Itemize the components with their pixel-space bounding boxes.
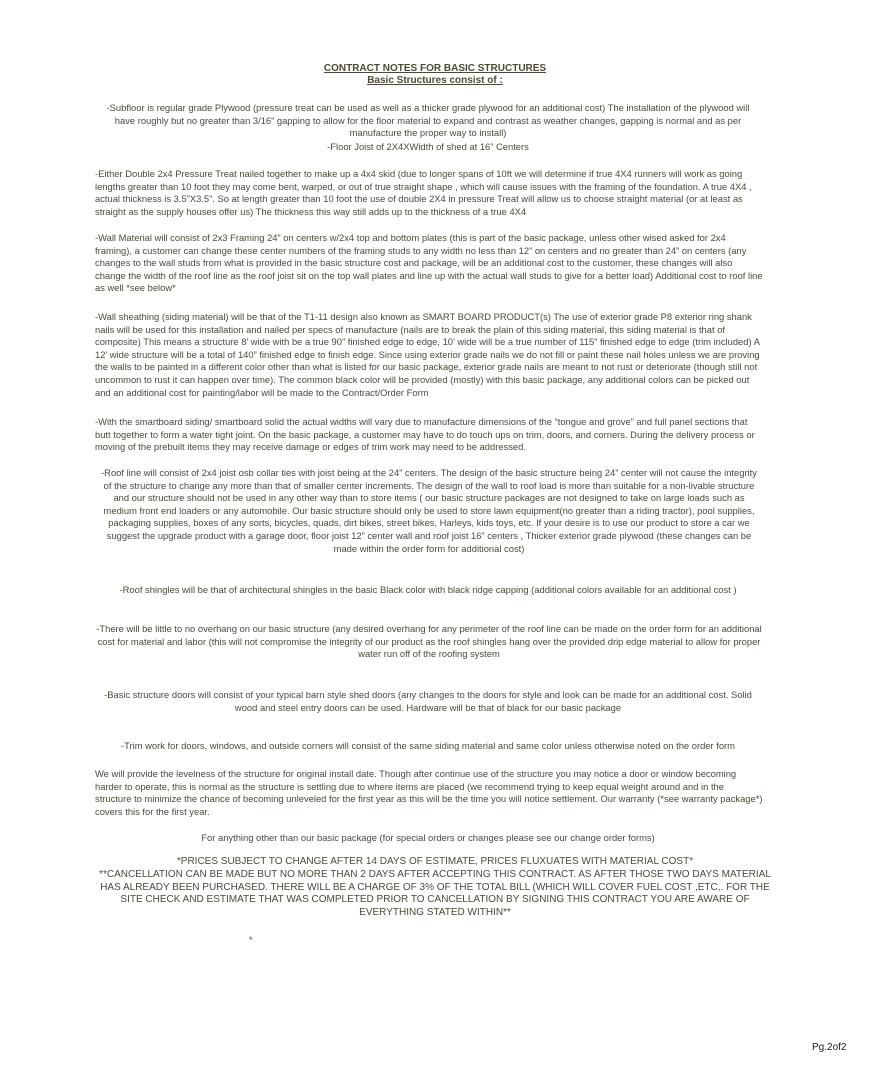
overhang-paragraph: -There will be little to no overhang on our basic structure (any desired overhang for any perimeter of the roof line can be made on the order form for an additional cost for material and labor (this will not compromise the integrity of our product as the roof shingles hang over the provided drip edge material to allow for proper water run off of the roofing system <box>96 623 762 660</box>
wall-sheathing-paragraph: -Wall sheathing (siding material) will be that of the T1-11 design also known as SMART BOARD PRODUCT(s) The use of exterior grade P8 exterior ring shank nails will be used for this installation and nailed per specs of manufacture (nails are to break the plain of this siding material, this siding material is that of composite) This means a structure 8’ wide with be a true 90” finished edge to edge, 10’ wide will be a true number of 115” finished edge to edge (trim included) A 12’ wide structure will be a total of 140” finished edge to finish edge. Since using exterior grade nails we do not fill or paint these nail holes unless we are proving the walls to be painted in a different color other than what is listed for our basic package, exterior grade nails are meant to not rust or deteriorate (though still not uncommon to rust it can happen over time). The common black color will be provided (mostly) with this basic package, any additional colors can be picked out and an additional cost for painting/labor will be made to the Contract/Order Form <box>95 311 760 398</box>
document-subtitle: Basic Structures consist of : <box>367 75 503 86</box>
change-order-paragraph: For anything other than our basic package (for special orders or changes please see our change order forms) <box>201 832 655 843</box>
doors-paragraph: -Basic structure doors will consist of your typical barn style shed doors (any changes to the doors for style and look can be made for an additional cost. Solid wood and steel entry doors can be used. Hardware will be that of black for our basic package <box>104 689 752 713</box>
price-notice-block <box>95 856 775 920</box>
wall-material-paragraph: -Wall Material will consist of 2x3 Framing 24” on centers w/2x4 top and bottom plates (this is part of the basic package, unless other wised asked for 2x4 framing), a customer can change these center numbers of the framing studs to any width no less than 12” on centers and no greater than 24” on centers (any changes to the wall studs from what is provided in the basic structure cost and package, will be an additional cost to the customer, these changes will also change the width of the roof line as the roof joist sit on the top wall plates and line up with the actual wall studs to give for a better load) Additional cost to roof line as well *see below* <box>95 232 763 294</box>
skid-paragraph: -Either Double 2x4 Pressure Treat nailed together to make up a 4x4 skid (due to longer spans of 10ft we will determine if true 4X4 runners will work as going lengths greater than 10 foot they may come bent, warped, or out of true straight shape , which will cause issues with the framing of the foundation. A true 4X4 , actual thickness is 3.5”X3.5”. So at length greater than 10 foot the use of double 2X4 in pressure Treat will allow us to choose straight material (or at least as straight as the supply houses offer us) The thickness this way still adds up to the thickness of a true 4X4 <box>95 168 752 217</box>
document-title: CONTRACT NOTES FOR BASIC STRUCTURES <box>323 63 547 74</box>
floor-joist-paragraph: -Floor Joist of 2X4XWidth of shed at 16” Centers <box>327 141 529 152</box>
levelness-paragraph: We will provide the levelness of the structure for original install date. Though after continue use of the structure you may notice a door or window becoming harder to operate, this is normal as the structure is settling due to where items are placed (we recommend trying to keep equal weight around and in the structure to minimize the chance of becoming unleveled for the first year as this will be the time you will notice settlement. Our warranty (*see warranty package*) covers this for the first year. <box>95 768 763 817</box>
subfloor-paragraph: -Subfloor is regular grade Plywood (pressure treat can be used as well as a thicker grade plywood for an additional cost) The installation of the plywood will have roughly but no greater than 3/16” gapping to allow for the floor material to expand and contrast as weather changes, gapping is normal and as per manufacture the proper way to install) <box>106 102 750 139</box>
roof-line-paragraph: -Roof line will consist of 2x4 joist osb collar ties with joist being at the 24” centers. The design of the basic structure being 24” center will not cause the integrity of the structure to change any more than that of smaller center increments. The design of the wall to roof load is more than suitable for a non-livable structure and our structure should not be used in any other way than to store items ( our basic structure packages are not designed to take on large loads such as medium front end loaders or any automobile. Our basic structure should only be used to store lawn equipment(no greater than a riding tractor), pool supplies, packaging supplies, boxes of any sorts, bicycles, quads, dirt bikes, street bikes, Harleys, kids toys, etc. If your desire is to use our product to store a car we suggest the upgrade product with a garage door, floor joist 12” center wall and roof joist 16” centers , Thicker exterior grade plywood (these changes can be made within the order form for additional cost) <box>101 467 757 554</box>
page-number: Pg.2of2 <box>812 1042 847 1053</box>
cancellation-notice: **CANCELLATION CAN BE MADE BUT NO MORE THAN 2 DAYS AFTER ACCEPTING THIS CONTRACT. AS AFTER THOSE TWO DAYS MATERIAL HAS ALREADY BEEN PURCHASED. THERE WILL BE A CHARGE OF 3% OF THE TOTAL BILL (WHICH WILL COVER FUEL COST ,ETC,. FOR THE SITE CHECK AND ESTIMATE THAT WAS COMPLETED PRIOR TO CANCELLATION BY SIGNING THIS CONTRACT YOU ARE AWARE OF EVERYTHING STATED WITHIN** <box>99 868 771 919</box>
trim-paragraph: -Trim work for doors, windows, and outside corners will consist of the same siding material and same color unless otherwise noted on the order form <box>121 740 735 751</box>
smartboard-paragraph: -With the smartboard siding/ smartboard solid the actual widths will vary due to manufacture dimensions of the “tongue and grove” and full panel sections that butt together to form a water tight joint. On the basic package, a customer may have to do touch ups on trim, doors, and corners. During the delivery process or moving of the prebuilt items they may receive damage or edges of trim work may need to be addressed. <box>95 416 755 453</box>
asterisk-mark: * <box>249 935 253 945</box>
roof-shingles-paragraph: -Roof shingles will be that of architectural shingles in the basic Black color with black ridge capping (additional colors available for an additional cost ) <box>119 584 737 595</box>
price-change-notice: *PRICES SUBJECT TO CHANGE AFTER 14 DAYS OF ESTIMATE, PRICES FLUXUATES WITH MATERIAL COST* <box>176 856 694 867</box>
